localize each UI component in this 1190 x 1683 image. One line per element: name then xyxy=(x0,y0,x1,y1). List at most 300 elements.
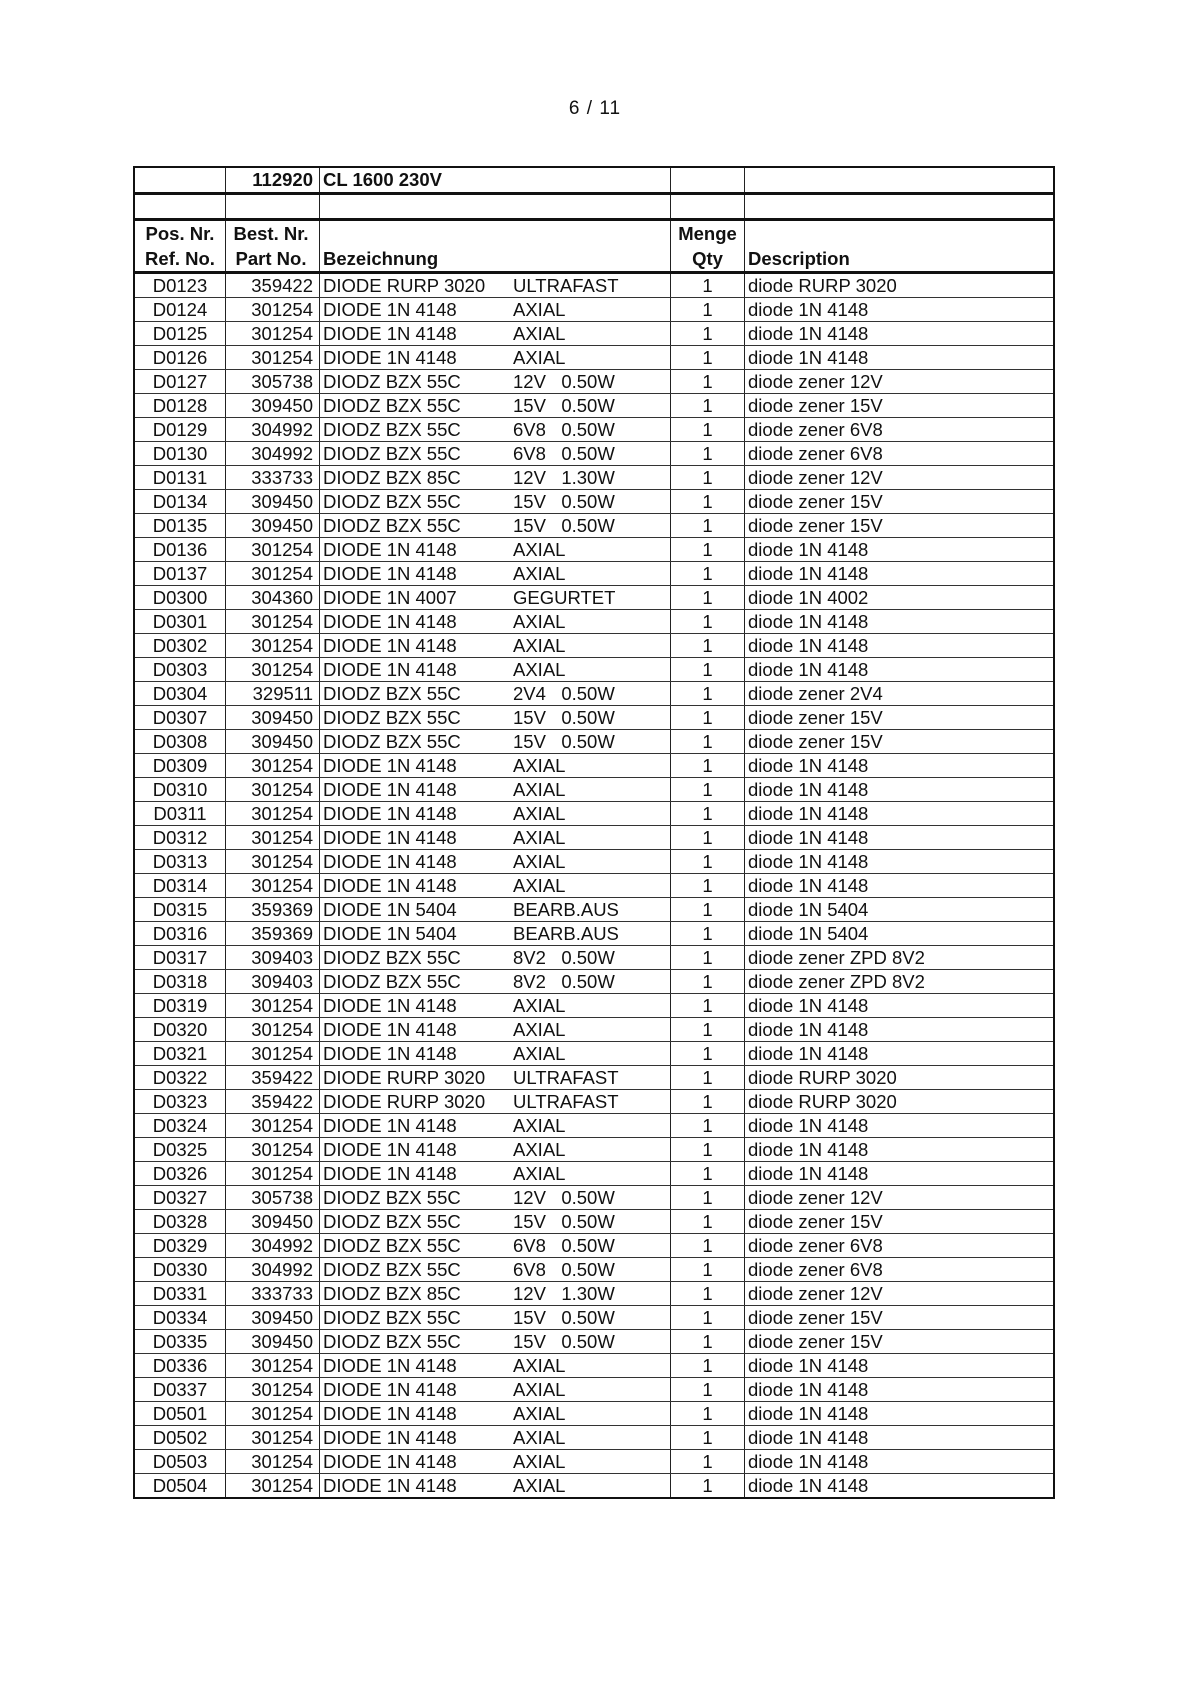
column-header-description xyxy=(745,220,1055,273)
part-no: 301254 xyxy=(226,562,320,586)
bezeichnung-spec: BEARB.AUS xyxy=(513,923,619,944)
spacer-cell xyxy=(671,194,745,220)
ref-no: D0308 xyxy=(134,730,226,754)
part-no: 359369 xyxy=(226,898,320,922)
table-row xyxy=(134,442,1054,466)
bezeichnung xyxy=(320,562,671,586)
bezeichnung-spec: 15V 0.50W xyxy=(513,515,615,536)
table-row xyxy=(134,1090,1054,1114)
ref-no: D0310 xyxy=(134,778,226,802)
header-pos-de: Pos. Nr. xyxy=(145,223,215,244)
part-no: 301254 xyxy=(226,1378,320,1402)
bezeichnung-name: DIODE 1N 5404 xyxy=(323,899,457,920)
ref-no: D0129 xyxy=(134,418,226,442)
bezeichnung xyxy=(320,922,671,946)
description: diode zener ZPD 8V2 xyxy=(745,970,1055,994)
bezeichnung-name: DIODE 1N 4148 xyxy=(323,299,457,320)
bezeichnung-name: DIODE 1N 4148 xyxy=(323,851,457,872)
part-no: 301254 xyxy=(226,1354,320,1378)
description: diode 1N 4148 xyxy=(745,610,1055,634)
qty: 1 xyxy=(671,802,745,826)
ref-no: D0321 xyxy=(134,1042,226,1066)
ref-no: D0335 xyxy=(134,1330,226,1354)
table-row xyxy=(134,1306,1054,1330)
bezeichnung xyxy=(320,754,671,778)
table-row xyxy=(134,1258,1054,1282)
table-row xyxy=(134,634,1054,658)
qty: 1 xyxy=(671,370,745,394)
ref-no: D0318 xyxy=(134,970,226,994)
ref-no: D0123 xyxy=(134,273,226,298)
description: diode 1N 4148 xyxy=(745,1138,1055,1162)
ref-no: D0334 xyxy=(134,1306,226,1330)
part-no: 304992 xyxy=(226,1258,320,1282)
table-row xyxy=(134,1330,1054,1354)
table-row xyxy=(134,1186,1054,1210)
bezeichnung xyxy=(320,1090,671,1114)
part-no: 301254 xyxy=(226,1426,320,1450)
qty: 1 xyxy=(671,778,745,802)
bezeichnung xyxy=(320,1354,671,1378)
table-row xyxy=(134,1282,1054,1306)
table-row xyxy=(134,754,1054,778)
description: diode 1N 4148 xyxy=(745,874,1055,898)
qty: 1 xyxy=(671,874,745,898)
description: diode 1N 4148 xyxy=(745,826,1055,850)
table-row xyxy=(134,922,1054,946)
ref-no: D0311 xyxy=(134,802,226,826)
bezeichnung xyxy=(320,346,671,370)
qty: 1 xyxy=(671,1282,745,1306)
description: diode zener 15V xyxy=(745,706,1055,730)
bezeichnung xyxy=(320,298,671,322)
spacer-cell xyxy=(226,194,320,220)
qty: 1 xyxy=(671,1090,745,1114)
bezeichnung xyxy=(320,586,671,610)
part-no: 301254 xyxy=(226,802,320,826)
bezeichnung-name: DIODE 1N 4148 xyxy=(323,755,457,776)
header-qty-de: Menge xyxy=(678,223,737,244)
bezeichnung-name: DIODE 1N 4148 xyxy=(323,1379,457,1400)
bezeichnung-spec: 6V8 0.50W xyxy=(513,443,615,464)
ref-no: D0336 xyxy=(134,1354,226,1378)
bezeichnung-name: DIODZ BZX 55C xyxy=(323,683,461,704)
bezeichnung-name: DIODZ BZX 55C xyxy=(323,419,461,440)
bezeichnung-spec: AXIAL xyxy=(513,563,566,584)
qty: 1 xyxy=(671,466,745,490)
bezeichnung-name: DIODZ BZX 85C xyxy=(323,1283,461,1304)
bezeichnung-spec: AXIAL xyxy=(513,611,566,632)
bezeichnung-name: DIODE 1N 4148 xyxy=(323,1475,457,1496)
title-empty-cell xyxy=(134,167,226,194)
description: diode zener 6V8 xyxy=(745,442,1055,466)
bezeichnung-name: DIODE 1N 4148 xyxy=(323,1163,457,1184)
bezeichnung-name: DIODE 1N 4148 xyxy=(323,323,457,344)
part-no: 301254 xyxy=(226,1114,320,1138)
column-header-row xyxy=(134,220,1054,273)
bezeichnung-spec: AXIAL xyxy=(513,1403,566,1424)
bezeichnung-spec: 12V 0.50W xyxy=(513,371,615,392)
qty: 1 xyxy=(671,850,745,874)
bezeichnung xyxy=(320,273,671,298)
description: diode zener 6V8 xyxy=(745,418,1055,442)
qty: 1 xyxy=(671,1402,745,1426)
bezeichnung-spec: AXIAL xyxy=(513,1163,566,1184)
table-row xyxy=(134,658,1054,682)
bezeichnung xyxy=(320,1186,671,1210)
bezeichnung-spec: AXIAL xyxy=(513,1139,566,1160)
column-header-bezeichnung xyxy=(320,220,671,273)
bezeichnung-name: DIODE 1N 4148 xyxy=(323,1043,457,1064)
bezeichnung-name: DIODE RURP 3020 xyxy=(323,1067,486,1088)
table-row xyxy=(134,1042,1054,1066)
ref-no: D0128 xyxy=(134,394,226,418)
parts-list-table xyxy=(133,166,1055,1499)
bezeichnung-spec: AXIAL xyxy=(513,1451,566,1472)
table-row xyxy=(134,874,1054,898)
bezeichnung xyxy=(320,946,671,970)
part-no: 301254 xyxy=(226,850,320,874)
bezeichnung-name: DIODE 1N 4148 xyxy=(323,827,457,848)
ref-no: D0329 xyxy=(134,1234,226,1258)
bezeichnung xyxy=(320,1138,671,1162)
qty: 1 xyxy=(671,682,745,706)
part-no: 309450 xyxy=(226,706,320,730)
bezeichnung xyxy=(320,898,671,922)
qty: 1 xyxy=(671,1378,745,1402)
description: diode 1N 4148 xyxy=(745,634,1055,658)
ref-no: D0314 xyxy=(134,874,226,898)
part-no: 301254 xyxy=(226,298,320,322)
table-row xyxy=(134,730,1054,754)
bezeichnung-spec: 12V 1.30W xyxy=(513,1283,615,1304)
description: diode zener 15V xyxy=(745,730,1055,754)
bezeichnung-spec: GEGURTET xyxy=(513,587,616,608)
part-no: 304992 xyxy=(226,1234,320,1258)
bezeichnung xyxy=(320,466,671,490)
table-row xyxy=(134,273,1054,298)
description: diode 1N 4148 xyxy=(745,538,1055,562)
description: diode RURP 3020 xyxy=(745,1066,1055,1090)
bezeichnung-name: DIODZ BZX 55C xyxy=(323,1259,461,1280)
table-row xyxy=(134,514,1054,538)
column-header-pos xyxy=(134,220,226,273)
table-row xyxy=(134,1138,1054,1162)
bezeichnung xyxy=(320,322,671,346)
bezeichnung-name: DIODZ BZX 55C xyxy=(323,1235,461,1256)
qty: 1 xyxy=(671,634,745,658)
spacer-cell xyxy=(320,194,671,220)
qty: 1 xyxy=(671,346,745,370)
table-row xyxy=(134,1234,1054,1258)
table-row xyxy=(134,346,1054,370)
part-no: 301254 xyxy=(226,346,320,370)
bezeichnung xyxy=(320,1018,671,1042)
ref-no: D0337 xyxy=(134,1378,226,1402)
bezeichnung-name: DIODZ BZX 85C xyxy=(323,467,461,488)
qty: 1 xyxy=(671,1186,745,1210)
column-header-qty xyxy=(671,220,745,273)
bezeichnung-name: DIODE 1N 4007 xyxy=(323,587,457,608)
description: diode zener 12V xyxy=(745,1186,1055,1210)
bezeichnung-spec: AXIAL xyxy=(513,1427,566,1448)
table-row xyxy=(134,1018,1054,1042)
bezeichnung-spec: AXIAL xyxy=(513,635,566,656)
description: diode 1N 4148 xyxy=(745,1114,1055,1138)
bezeichnung-spec: AXIAL xyxy=(513,539,566,560)
bezeichnung-name: DIODE 1N 4148 xyxy=(323,1403,457,1424)
ref-no: D0126 xyxy=(134,346,226,370)
part-no: 301254 xyxy=(226,994,320,1018)
bezeichnung-spec: 8V2 0.50W xyxy=(513,947,615,968)
bezeichnung-name: DIODZ BZX 55C xyxy=(323,947,461,968)
qty: 1 xyxy=(671,826,745,850)
bezeichnung-spec: AXIAL xyxy=(513,659,566,680)
table-row xyxy=(134,706,1054,730)
assembly-model: CL 1600 230V xyxy=(320,167,671,194)
qty: 1 xyxy=(671,946,745,970)
bezeichnung-name: DIODE 1N 4148 xyxy=(323,875,457,896)
bezeichnung xyxy=(320,850,671,874)
bezeichnung xyxy=(320,442,671,466)
bezeichnung-name: DIODE RURP 3020 xyxy=(323,275,486,296)
part-no: 309450 xyxy=(226,394,320,418)
qty: 1 xyxy=(671,322,745,346)
part-no: 359422 xyxy=(226,1066,320,1090)
part-no: 309403 xyxy=(226,946,320,970)
spacer-cell xyxy=(134,194,226,220)
bezeichnung xyxy=(320,1258,671,1282)
table-row xyxy=(134,1378,1054,1402)
part-no: 301254 xyxy=(226,778,320,802)
description: diode 1N 4148 xyxy=(745,1162,1055,1186)
ref-no: D0326 xyxy=(134,1162,226,1186)
page-number: 6 / 11 xyxy=(568,98,622,119)
ref-no: D0327 xyxy=(134,1186,226,1210)
bezeichnung-name: DIODZ BZX 55C xyxy=(323,1187,461,1208)
description: diode zener 12V xyxy=(745,370,1055,394)
bezeichnung-name: DIODE 1N 4148 xyxy=(323,563,457,584)
table-row xyxy=(134,1474,1054,1499)
bezeichnung xyxy=(320,634,671,658)
qty: 1 xyxy=(671,1354,745,1378)
qty: 1 xyxy=(671,1234,745,1258)
part-no: 301254 xyxy=(226,1474,320,1499)
table-title-row xyxy=(134,167,1054,194)
ref-no: D0302 xyxy=(134,634,226,658)
part-no: 301254 xyxy=(226,754,320,778)
part-no: 309403 xyxy=(226,970,320,994)
description: diode 1N 5404 xyxy=(745,922,1055,946)
bezeichnung-spec: AXIAL xyxy=(513,875,566,896)
bezeichnung xyxy=(320,1162,671,1186)
table-row xyxy=(134,898,1054,922)
table-row xyxy=(134,586,1054,610)
table-row xyxy=(134,466,1054,490)
part-no: 301254 xyxy=(226,1450,320,1474)
bezeichnung-name: DIODE 1N 4148 xyxy=(323,635,457,656)
bezeichnung-name: DIODE RURP 3020 xyxy=(323,1091,486,1112)
qty: 1 xyxy=(671,298,745,322)
table-row xyxy=(134,802,1054,826)
description: diode 1N 4148 xyxy=(745,1018,1055,1042)
bezeichnung xyxy=(320,658,671,682)
ref-no: D0320 xyxy=(134,1018,226,1042)
part-no: 301254 xyxy=(226,1018,320,1042)
ref-no: D0125 xyxy=(134,322,226,346)
ref-no: D0322 xyxy=(134,1066,226,1090)
table-row xyxy=(134,682,1054,706)
qty: 1 xyxy=(671,706,745,730)
table-row xyxy=(134,946,1054,970)
part-no: 359422 xyxy=(226,273,320,298)
ref-no: D0324 xyxy=(134,1114,226,1138)
table-row xyxy=(134,538,1054,562)
description: diode 1N 4148 xyxy=(745,1354,1055,1378)
ref-no: D0316 xyxy=(134,922,226,946)
bezeichnung-spec: AXIAL xyxy=(513,1355,566,1376)
ref-no: D0502 xyxy=(134,1426,226,1450)
bezeichnung xyxy=(320,1210,671,1234)
qty: 1 xyxy=(671,1210,745,1234)
bezeichnung xyxy=(320,610,671,634)
part-no: 333733 xyxy=(226,1282,320,1306)
bezeichnung-name: DIODE 1N 4148 xyxy=(323,1427,457,1448)
ref-no: D0328 xyxy=(134,1210,226,1234)
bezeichnung-name: DIODZ BZX 55C xyxy=(323,1331,461,1352)
bezeichnung xyxy=(320,1450,671,1474)
part-no: 305738 xyxy=(226,370,320,394)
part-no: 304992 xyxy=(226,442,320,466)
bezeichnung xyxy=(320,538,671,562)
part-no: 301254 xyxy=(226,1042,320,1066)
qty: 1 xyxy=(671,1450,745,1474)
ref-no: D0503 xyxy=(134,1450,226,1474)
qty: 1 xyxy=(671,514,745,538)
bezeichnung xyxy=(320,778,671,802)
qty: 1 xyxy=(671,562,745,586)
table-row xyxy=(134,826,1054,850)
qty: 1 xyxy=(671,1330,745,1354)
table-row xyxy=(134,562,1054,586)
bezeichnung-spec: AXIAL xyxy=(513,803,566,824)
description: diode zener 12V xyxy=(745,1282,1055,1306)
bezeichnung-spec: AXIAL xyxy=(513,323,566,344)
bezeichnung-name: DIODZ BZX 55C xyxy=(323,515,461,536)
part-no: 359422 xyxy=(226,1090,320,1114)
bezeichnung-name: DIODE 1N 4148 xyxy=(323,779,457,800)
description: diode zener 15V xyxy=(745,490,1055,514)
ref-no: D0307 xyxy=(134,706,226,730)
ref-no: D0501 xyxy=(134,1402,226,1426)
bezeichnung-spec: ULTRAFAST xyxy=(513,1067,619,1088)
ref-no: D0304 xyxy=(134,682,226,706)
qty: 1 xyxy=(671,394,745,418)
bezeichnung xyxy=(320,682,671,706)
ref-no: D0315 xyxy=(134,898,226,922)
bezeichnung-name: DIODZ BZX 55C xyxy=(323,707,461,728)
bezeichnung-spec: 6V8 0.50W xyxy=(513,1259,615,1280)
part-no: 301254 xyxy=(226,538,320,562)
title-empty-cell xyxy=(671,167,745,194)
qty: 1 xyxy=(671,490,745,514)
bezeichnung-name: DIODZ BZX 55C xyxy=(323,1307,461,1328)
bezeichnung-spec: AXIAL xyxy=(513,1043,566,1064)
bezeichnung xyxy=(320,826,671,850)
bezeichnung-name: DIODE 1N 5404 xyxy=(323,923,457,944)
ref-no: D0312 xyxy=(134,826,226,850)
part-no: 329511 xyxy=(226,682,320,706)
bezeichnung-spec: 15V 0.50W xyxy=(513,1331,615,1352)
table-row xyxy=(134,1402,1054,1426)
column-header-part xyxy=(226,220,320,273)
header-pos-en: Ref. No. xyxy=(145,248,215,269)
table-row xyxy=(134,394,1054,418)
bezeichnung xyxy=(320,1426,671,1450)
bezeichnung-spec: AXIAL xyxy=(513,827,566,848)
bezeichnung-name: DIODE 1N 4148 xyxy=(323,539,457,560)
bezeichnung xyxy=(320,730,671,754)
header-desc-en: Description xyxy=(748,248,850,269)
table-row xyxy=(134,1162,1054,1186)
table-row xyxy=(134,490,1054,514)
description: diode 1N 4148 xyxy=(745,850,1055,874)
description: diode 1N 4148 xyxy=(745,562,1055,586)
bezeichnung-name: DIODE 1N 4148 xyxy=(323,1139,457,1160)
description: diode zener 6V8 xyxy=(745,1258,1055,1282)
description: diode zener 2V4 xyxy=(745,682,1055,706)
bezeichnung-name: DIODE 1N 4148 xyxy=(323,1355,457,1376)
ref-no: D0303 xyxy=(134,658,226,682)
description: diode 1N 4148 xyxy=(745,1378,1055,1402)
qty: 1 xyxy=(671,1426,745,1450)
description: diode zener 15V xyxy=(745,1330,1055,1354)
ref-no: D0330 xyxy=(134,1258,226,1282)
description: diode 1N 4148 xyxy=(745,658,1055,682)
ref-no: D0130 xyxy=(134,442,226,466)
bezeichnung-name: DIODZ BZX 55C xyxy=(323,491,461,512)
description: diode 1N 4148 xyxy=(745,298,1055,322)
ref-no: D0131 xyxy=(134,466,226,490)
table-row xyxy=(134,298,1054,322)
bezeichnung-spec: AXIAL xyxy=(513,1019,566,1040)
bezeichnung xyxy=(320,1402,671,1426)
part-no: 309450 xyxy=(226,1306,320,1330)
table-row xyxy=(134,418,1054,442)
bezeichnung-name: DIODE 1N 4148 xyxy=(323,995,457,1016)
bezeichnung-spec: AXIAL xyxy=(513,851,566,872)
part-no: 309450 xyxy=(226,514,320,538)
ref-no: D0309 xyxy=(134,754,226,778)
ref-no: D0136 xyxy=(134,538,226,562)
bezeichnung xyxy=(320,490,671,514)
qty: 1 xyxy=(671,658,745,682)
bezeichnung xyxy=(320,418,671,442)
table-row xyxy=(134,370,1054,394)
table-row xyxy=(134,994,1054,1018)
bezeichnung xyxy=(320,1042,671,1066)
bezeichnung xyxy=(320,1234,671,1258)
bezeichnung xyxy=(320,1282,671,1306)
table-row xyxy=(134,970,1054,994)
bezeichnung xyxy=(320,1066,671,1090)
part-no: 301254 xyxy=(226,874,320,898)
description: diode zener 15V xyxy=(745,1306,1055,1330)
qty: 1 xyxy=(671,1114,745,1138)
bezeichnung-name: DIODE 1N 4148 xyxy=(323,659,457,680)
description: diode 1N 4148 xyxy=(745,322,1055,346)
description: diode 1N 4148 xyxy=(745,1402,1055,1426)
